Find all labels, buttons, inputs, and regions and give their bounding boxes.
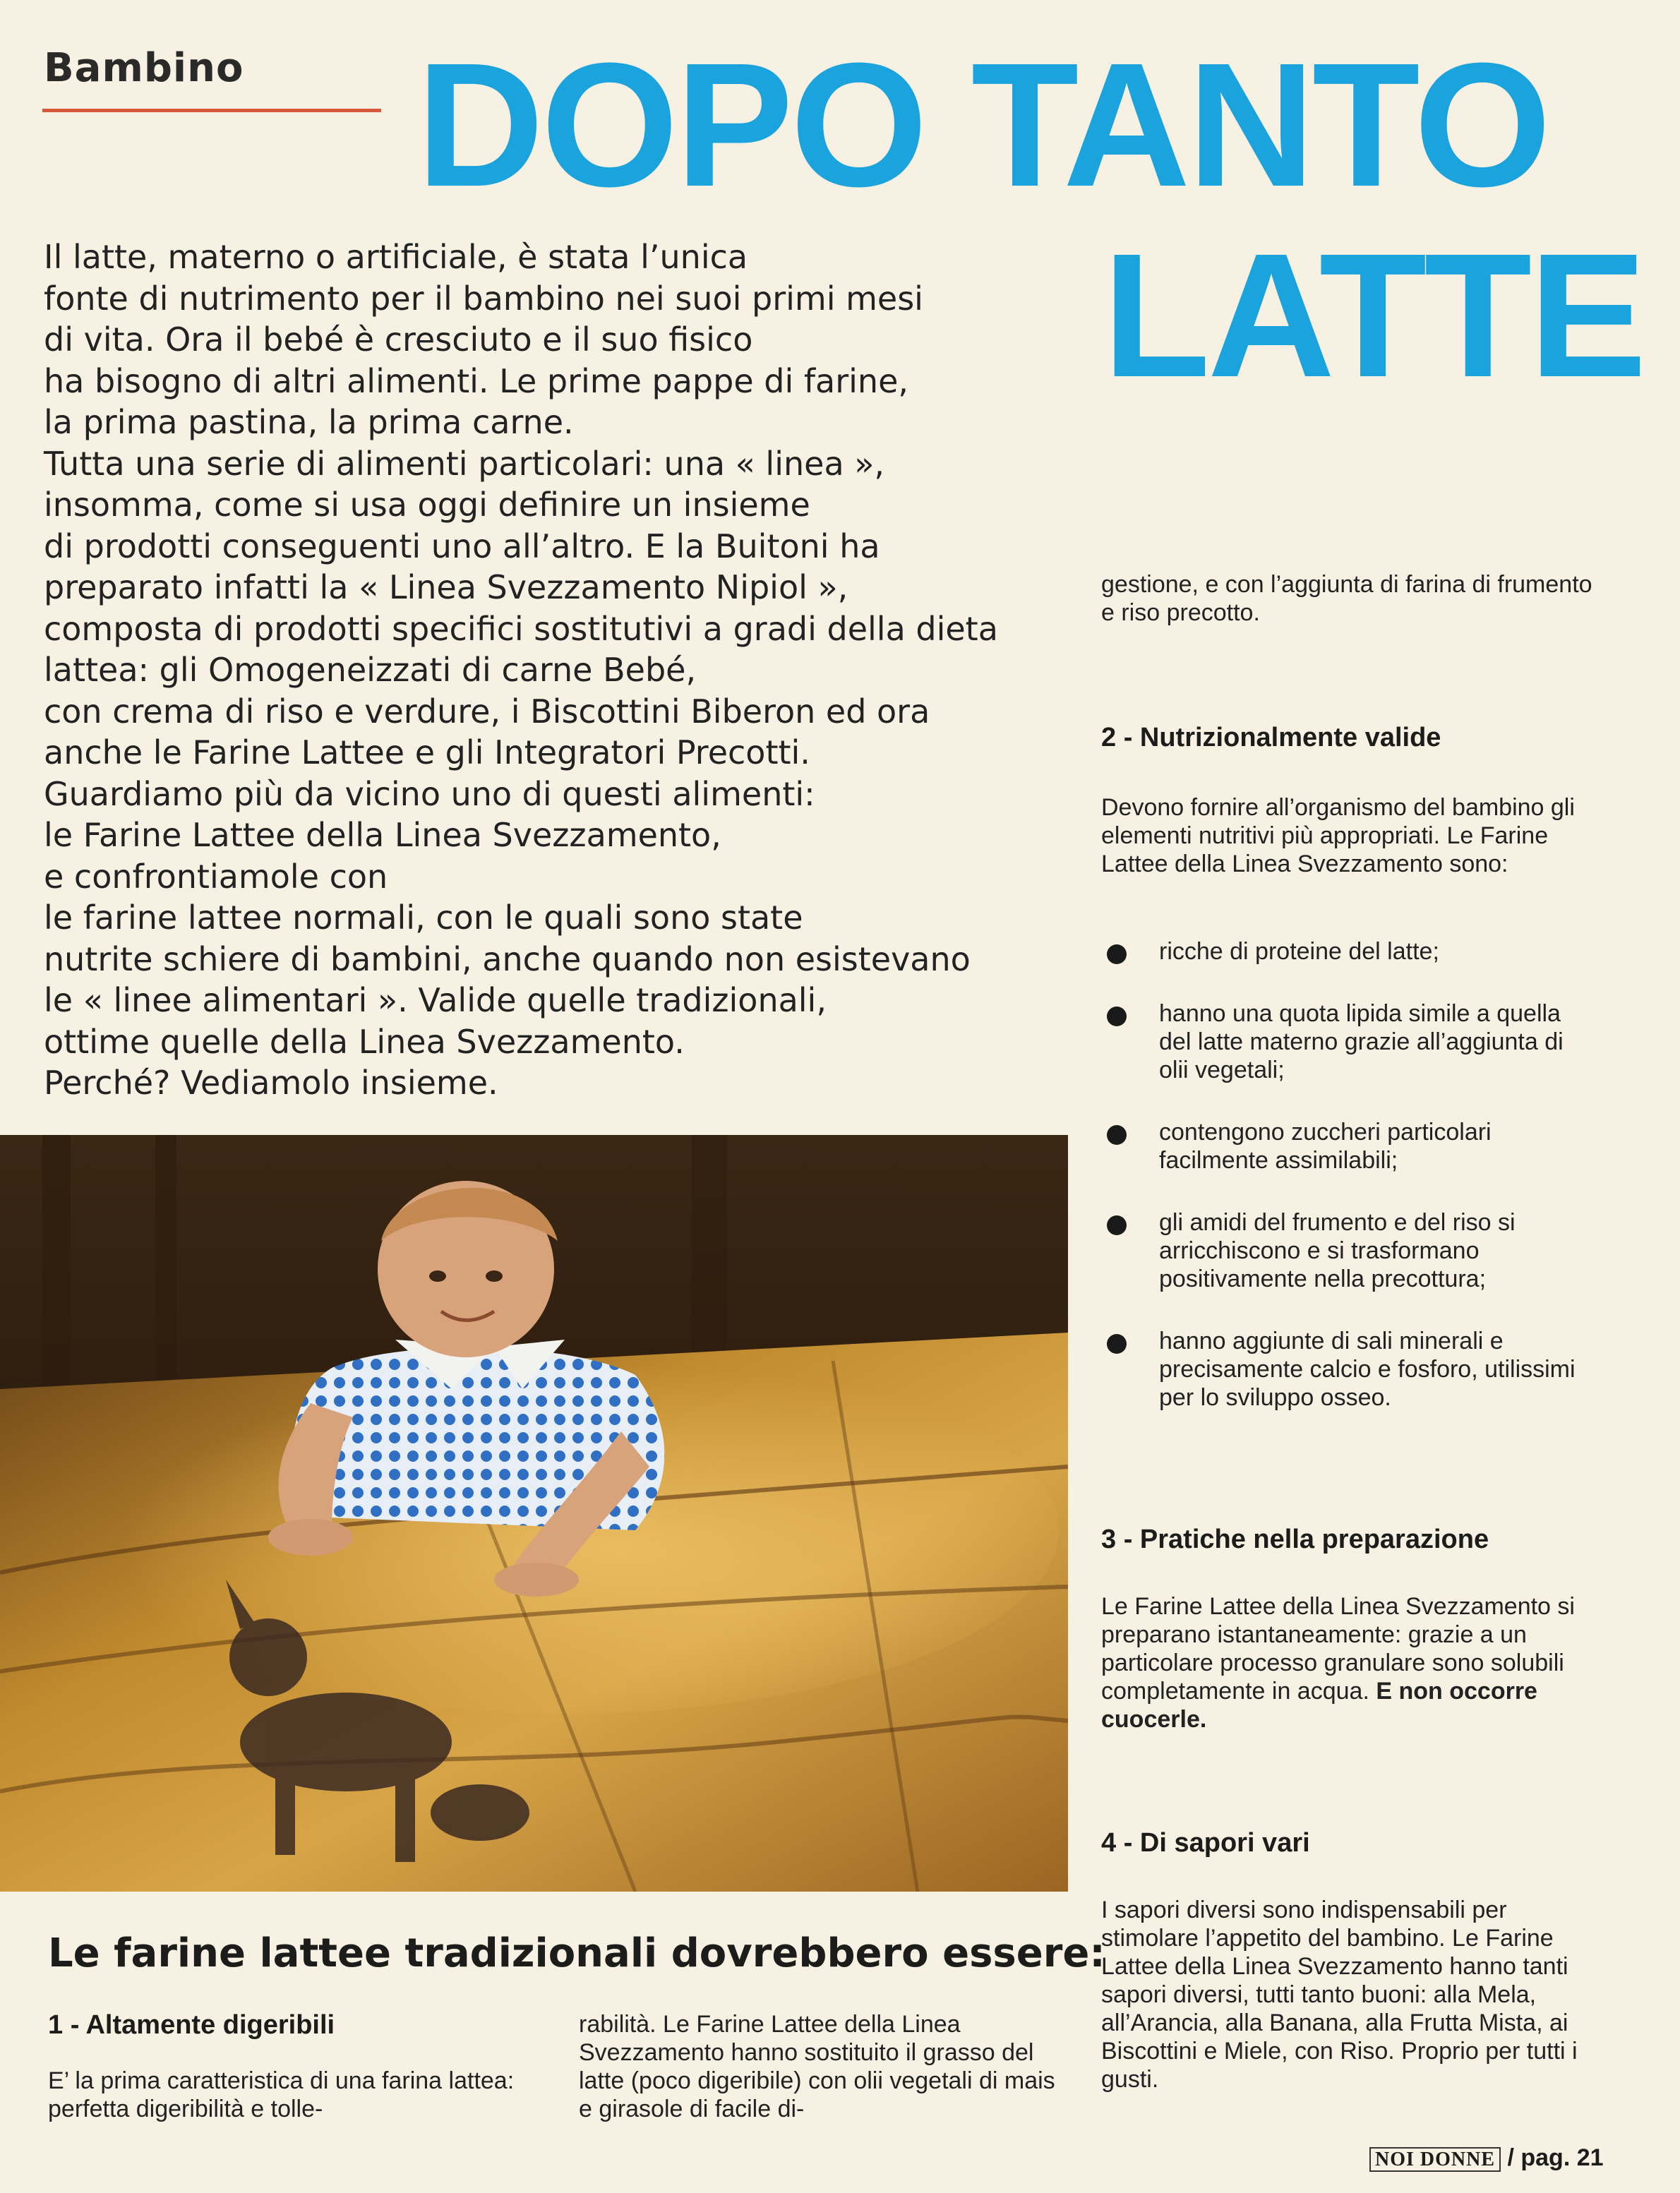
nutrition-list bbox=[1101, 937, 1595, 1446]
section-label: Bambino bbox=[44, 45, 244, 91]
intro-line: di prodotti conseguenti uno all’altro. E la Buitoni ha bbox=[44, 527, 880, 565]
intro-line: composta di prodotti specifici sostitutivi a gradi della dieta bbox=[44, 609, 998, 648]
intro-paragraph bbox=[44, 236, 1046, 1104]
section-3-heading: 3 - Pratiche nella preparazione bbox=[1101, 1525, 1489, 1554]
intro-line: Guardiamo più da vicino uno di questi alimenti: bbox=[44, 774, 815, 813]
page-number: pag. 21 bbox=[1520, 2144, 1604, 2171]
list-item: contengono zuccheri particolari facilmente assimilabili; bbox=[1101, 1118, 1595, 1174]
footer-separator: / bbox=[1507, 2144, 1514, 2171]
intro-line: lattea: gli Omogeneizzati di carne Bebé, bbox=[44, 651, 697, 689]
intro-line: con crema di riso e verdure, i Biscottini Biberon ed ora bbox=[44, 692, 930, 731]
bullet-icon bbox=[1107, 1007, 1127, 1026]
intro-line: le Farine Lattee della Linea Svezzamento, bbox=[44, 816, 721, 854]
section-1-text-col1: E’ la prima caratteristica di una farina lattea: perfetta digeribilità e tolle- bbox=[48, 2067, 515, 2122]
intro-line: Perché? Vediamolo insieme. bbox=[44, 1064, 498, 1102]
section-2-text: Devono fornire all’organismo del bambino gli elementi nutritivi più appropriati. Le Farine Lattee della Linea Svezzamento sono: bbox=[1101, 794, 1575, 877]
bullet-icon bbox=[1107, 1125, 1127, 1145]
intro-line: fonte di nutrimento per il bambino nei suoi primi mesi bbox=[44, 279, 923, 318]
subheading: Le farine lattee tradizionali dovrebbero essere: bbox=[48, 1930, 1105, 1976]
bullet-icon bbox=[1107, 1215, 1127, 1235]
intro-line: ha bisogno di altri alimenti. Le prime pappe di farine, bbox=[44, 361, 908, 400]
page-footer bbox=[1369, 2144, 1604, 2172]
intro-line: Tutta una serie di alimenti particolari: una « linea », bbox=[44, 444, 885, 483]
intro-line: e confrontiamole con bbox=[44, 857, 388, 896]
section-1-text-col3: gestione, e con l’aggiunta di farina di frumento e riso precotto. bbox=[1101, 571, 1592, 626]
intro-line: la prima pastina, la prima carne. bbox=[44, 403, 574, 441]
section-1-text-col2: rabilità. Le Farine Lattee della Linea Svezzamento hanno sostituito il grasso del latte (poco digeribile) con olii vegetali di mais e girasole di facile di- bbox=[579, 2011, 1055, 2122]
section-4-heading: 4 - Di sapori vari bbox=[1101, 1828, 1310, 1858]
intro-line: insomma, come si usa oggi definire un insieme bbox=[44, 486, 810, 524]
intro-line: ottime quelle della Linea Svezzamento. bbox=[44, 1022, 685, 1061]
intro-line: Il latte, materno o artificiale, è stata l’unica bbox=[44, 238, 748, 276]
list-item: gli amidi del frumento e del riso si arricchiscono e si trasformano positivamente nella precottura; bbox=[1101, 1208, 1595, 1293]
list-item: hanno aggiunte di sali minerali e precisamente calcio e fosforo, utilissimi per lo sviluppo osseo. bbox=[1101, 1327, 1595, 1412]
headline-line-1: DOPO TANTO bbox=[416, 26, 1549, 223]
intro-line: nutrite schiere di bambini, anche quando non esistevano bbox=[44, 939, 971, 978]
intro-line: preparato infatti la « Linea Svezzamento Nipiol », bbox=[44, 568, 848, 606]
magazine-name: NOI DONNE bbox=[1369, 2147, 1501, 2172]
bullet-icon bbox=[1107, 1334, 1127, 1354]
list-item: ricche di proteine del latte; bbox=[1101, 937, 1595, 966]
intro-line: di vita. Ora il bebé è cresciuto e il suo fisico bbox=[44, 320, 753, 359]
intro-line: le farine lattee normali, con le quali sono state bbox=[44, 899, 803, 937]
section-underline bbox=[42, 109, 381, 112]
intro-line: le « linee alimentari ». Valide quelle tradizionali, bbox=[44, 981, 827, 1019]
baby-photo bbox=[0, 1135, 1068, 1892]
list-item: hanno una quota lipida simile a quella del latte materno grazie all’aggiunta di olii vegetali; bbox=[1101, 999, 1595, 1084]
section-4-text: I sapori diversi sono indispensabili per stimolare l’appetito del bambino. Le Farine Lattee della Linea Svezzamento hanno tanti sapori diversi, tutti tanto buoni: alla Mela, all’Arancia, alla Banana, alla Frutta Mista, ai Biscottini e Miele, con Riso. Proprio per tutti i gusti. bbox=[1101, 1897, 1578, 2093]
section-3-emphasis: E non occorre cuocerle. bbox=[1101, 1678, 1537, 1733]
intro-line: anche le Farine Lattee e gli Integratori Precotti. bbox=[44, 733, 810, 771]
section-3-text: Le Farine Lattee della Linea Svezzamento si preparano istantaneamente: grazie a un particolare processo granulare sono solubili completamente in acqua. E non occorre cuocerle. bbox=[1101, 1593, 1575, 1733]
section-1-heading: 1 - Altamente digeribili bbox=[48, 2010, 335, 2040]
section-2-heading: 2 - Nutrizionalmente valide bbox=[1101, 723, 1441, 752]
bullet-icon bbox=[1107, 944, 1127, 964]
headline-line-2: LATTE bbox=[1103, 217, 1644, 414]
baby-photo-illustration bbox=[0, 1135, 1068, 1892]
